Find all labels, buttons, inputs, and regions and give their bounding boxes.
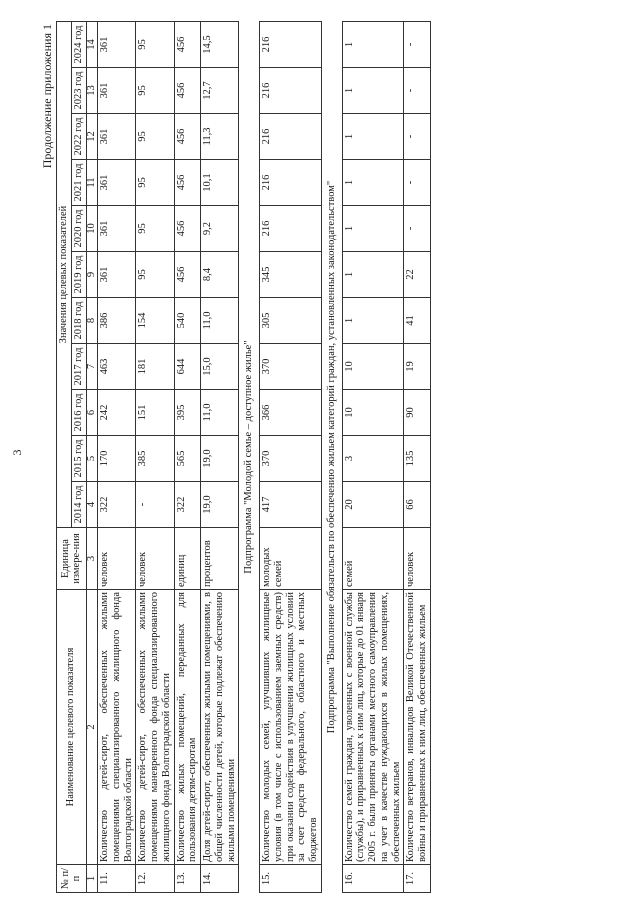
- unit-cell: единиц: [174, 528, 201, 590]
- value-cell: 1: [342, 206, 404, 252]
- value-cell: 540: [174, 298, 201, 344]
- header-year: 2024 год: [71, 22, 86, 68]
- value-cell: 1: [342, 22, 404, 68]
- value-cell: 154: [136, 298, 174, 344]
- value-cell: 11,0: [201, 390, 239, 436]
- unit-cell: молодых семей: [260, 528, 322, 590]
- header-year: 2021 год: [71, 160, 86, 206]
- header-year: 2017 год: [71, 344, 86, 390]
- header-unit: Единица измере-ния: [57, 528, 87, 590]
- value-cell: 385: [136, 436, 174, 482]
- value-cell: 644: [174, 344, 201, 390]
- row-number: 16.: [342, 865, 404, 893]
- value-cell: 19,0: [201, 482, 239, 528]
- column-index: 9: [86, 252, 98, 298]
- value-cell: 8,4: [201, 252, 239, 298]
- value-cell: 456: [174, 160, 201, 206]
- value-cell: 1: [342, 68, 404, 114]
- table-row: [342, 22, 404, 893]
- column-index: 10: [86, 206, 98, 252]
- column-index: 3: [86, 528, 98, 590]
- unit-cell: семей: [342, 528, 404, 590]
- value-cell: 95: [136, 114, 174, 160]
- table-row: [404, 22, 431, 893]
- unit-cell: человек: [136, 528, 174, 590]
- value-cell: 12,7: [201, 68, 239, 114]
- value-cell: 456: [174, 252, 201, 298]
- unit-cell: человек: [98, 528, 136, 590]
- header-year: 2020 год: [71, 206, 86, 252]
- value-cell: 19,0: [201, 436, 239, 482]
- row-number: 17.: [404, 865, 431, 893]
- value-cell: 417: [260, 482, 322, 528]
- value-cell: 463: [98, 344, 136, 390]
- row-number: 15.: [260, 865, 322, 893]
- value-cell: 19: [404, 344, 431, 390]
- indicator-name: Количество ветеранов, инвалидов Великой Отечественной войны и приравненных к ним лиц, обеспеченных жильем: [404, 590, 431, 865]
- value-cell: 181: [136, 344, 174, 390]
- table-row: [98, 22, 136, 893]
- value-cell: 20: [342, 482, 404, 528]
- value-cell: 322: [174, 482, 201, 528]
- unit-cell: процентов: [201, 528, 239, 590]
- value-cell: 1: [342, 160, 404, 206]
- value-cell: 15,0: [201, 344, 239, 390]
- value-cell: 11,0: [201, 298, 239, 344]
- page-number: 3: [10, 449, 24, 456]
- header-year: 2023 год: [71, 68, 86, 114]
- value-cell: 456: [174, 22, 201, 68]
- value-cell: 370: [260, 344, 322, 390]
- value-cell: 11,3: [201, 114, 239, 160]
- value-cell: 10: [342, 344, 404, 390]
- indicator-name: Количество жилых помещений, переданных для пользования детям-сиротам: [174, 590, 201, 865]
- table-row: [260, 22, 322, 893]
- value-cell: -: [404, 68, 431, 114]
- indicators-table: [56, 21, 431, 893]
- value-cell: 95: [136, 206, 174, 252]
- indicators-table-wrapper: [56, 21, 431, 893]
- value-cell: -: [404, 160, 431, 206]
- subprogram-row: [239, 22, 260, 893]
- column-index: 11: [86, 160, 98, 206]
- value-cell: 456: [174, 206, 201, 252]
- value-cell: 170: [98, 436, 136, 482]
- value-cell: 305: [260, 298, 322, 344]
- value-cell: 216: [260, 206, 322, 252]
- row-number: 12.: [136, 865, 174, 893]
- value-cell: 95: [136, 252, 174, 298]
- subprogram-row: [321, 22, 342, 893]
- subprogram-title: Подпрограмма "Выполнение обязательств по обеспечению жильем категорий граждан, установленных законодательством": [321, 22, 342, 893]
- value-cell: 1: [342, 114, 404, 160]
- column-index: 13: [86, 68, 98, 114]
- column-index: 12: [86, 114, 98, 160]
- value-cell: 14,5: [201, 22, 239, 68]
- value-cell: 10: [342, 390, 404, 436]
- indicator-name: Количество детей-сирот, обеспеченных жилыми помещениями специализированного жилищного фонда Волгоградской области: [98, 590, 136, 865]
- unit-cell: человек: [404, 528, 431, 590]
- column-index-row: [86, 22, 98, 893]
- indicator-name: Количество молодых семей, улучшивших жилищные условия (в том числе с использованием заемных средств) при оказании содействия в улучшении жилищных условий за счет средств федерального, областного и местных бюджетов: [260, 590, 322, 865]
- header-year: 2014 год: [71, 482, 86, 528]
- value-cell: 90: [404, 390, 431, 436]
- value-cell: -: [404, 22, 431, 68]
- value-cell: 216: [260, 114, 322, 160]
- indicator-name: Доля детей-сирот, обеспеченных жилыми помещениями, в общей численности детей, которые подлежат обеспечению жилыми помещениями: [201, 590, 239, 865]
- column-index: 5: [86, 436, 98, 482]
- value-cell: 41: [404, 298, 431, 344]
- value-cell: 456: [174, 114, 201, 160]
- column-index: 4: [86, 482, 98, 528]
- value-cell: 322: [98, 482, 136, 528]
- indicator-name: Количество семей граждан, уволенных с военной службы (службы), и приравненных к ним лиц, которые до 01 января 2005 г. были приняты органами местного самоуправления на учет в качестве нуждающихся в жилых помещениях, обеспеченных жильем: [342, 590, 404, 865]
- value-cell: 361: [98, 68, 136, 114]
- value-cell: 456: [174, 68, 201, 114]
- column-index: 14: [86, 22, 98, 68]
- table-body: [98, 22, 431, 893]
- row-number: 13.: [174, 865, 201, 893]
- header-year: 2015 год: [71, 436, 86, 482]
- value-cell: 9,2: [201, 206, 239, 252]
- header-year: 2019 год: [71, 252, 86, 298]
- value-cell: 361: [98, 252, 136, 298]
- value-cell: 95: [136, 22, 174, 68]
- value-cell: 395: [174, 390, 201, 436]
- value-cell: 22: [404, 252, 431, 298]
- column-index: 6: [86, 390, 98, 436]
- header-year: 2016 год: [71, 390, 86, 436]
- value-cell: 95: [136, 68, 174, 114]
- header-no: № п/п: [57, 865, 87, 893]
- value-cell: 361: [98, 114, 136, 160]
- column-index: 1: [86, 865, 98, 893]
- value-cell: 1: [342, 298, 404, 344]
- value-cell: 366: [260, 390, 322, 436]
- subprogram-title: Подпрограмма "Молодой семье – доступное жилье": [239, 22, 260, 893]
- continuation-note: Продолжение приложения 1: [40, 24, 54, 169]
- row-number: 11.: [98, 865, 136, 893]
- table-header: [57, 22, 98, 893]
- value-cell: 66: [404, 482, 431, 528]
- table-row: [201, 22, 239, 893]
- value-cell: 361: [98, 22, 136, 68]
- value-cell: 345: [260, 252, 322, 298]
- value-cell: 216: [260, 22, 322, 68]
- row-number: 14.: [201, 865, 239, 893]
- value-cell: 151: [136, 390, 174, 436]
- value-cell: 242: [98, 390, 136, 436]
- value-cell: 3: [342, 436, 404, 482]
- value-cell: 386: [98, 298, 136, 344]
- header-year: 2018 год: [71, 298, 86, 344]
- value-cell: 361: [98, 160, 136, 206]
- table-row: [174, 22, 201, 893]
- value-cell: 216: [260, 68, 322, 114]
- column-index: 7: [86, 344, 98, 390]
- header-name: Наименование целевого показателя: [57, 590, 87, 865]
- value-cell: 10,1: [201, 160, 239, 206]
- table-row: [136, 22, 174, 893]
- value-cell: 565: [174, 436, 201, 482]
- indicator-name: Количество детей-сирот, обеспеченных жилыми помещениями маневренного фонда специализированного жилищного фонда Волгоградской области: [136, 590, 174, 865]
- column-index: 2: [86, 590, 98, 865]
- value-cell: 95: [136, 160, 174, 206]
- value-cell: -: [136, 482, 174, 528]
- header-values-group: Значения целевых показателей: [57, 22, 72, 528]
- column-index: 8: [86, 298, 98, 344]
- value-cell: -: [404, 114, 431, 160]
- value-cell: 135: [404, 436, 431, 482]
- value-cell: 361: [98, 206, 136, 252]
- value-cell: -: [404, 206, 431, 252]
- value-cell: 370: [260, 436, 322, 482]
- value-cell: 216: [260, 160, 322, 206]
- header-year: 2022 год: [71, 114, 86, 160]
- value-cell: 1: [342, 252, 404, 298]
